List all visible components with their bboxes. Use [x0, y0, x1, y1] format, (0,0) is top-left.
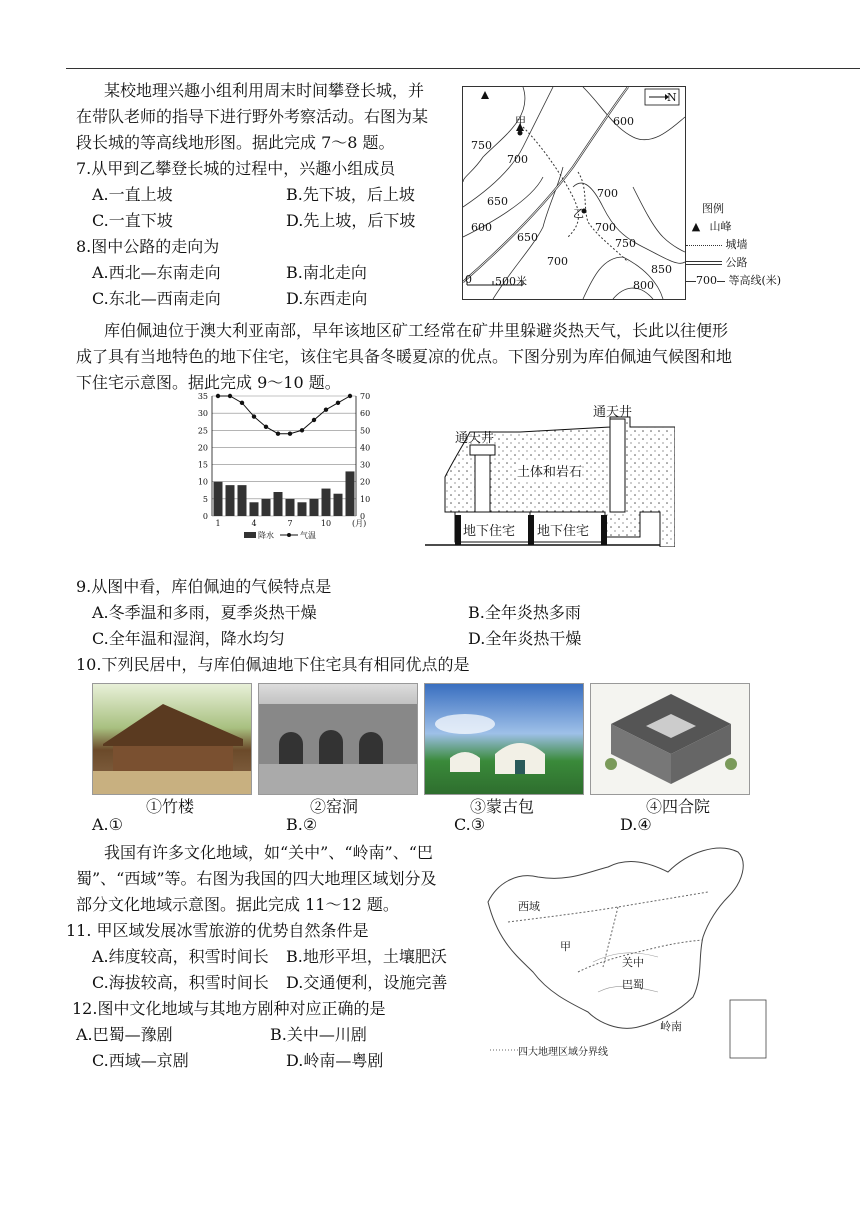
- home-label-left: 地下住宅: [463, 524, 516, 539]
- y-tick-left: 30: [197, 409, 208, 419]
- precip-bar: [334, 494, 343, 516]
- caption-cave: ②窑洞: [310, 797, 359, 816]
- q10-option-b[interactable]: B.②: [286, 815, 318, 834]
- q8-option-b[interactable]: B.南北走向: [286, 263, 367, 282]
- q7-stem: 7.从甲到乙攀登长城的过程中，兴趣小组成员: [76, 159, 396, 178]
- contour-label: 600: [613, 115, 634, 128]
- intro3-line3: 部分文化地域示意图。据此完成 11～12 题。: [76, 895, 399, 914]
- x-tick: 1: [215, 519, 221, 528]
- caption-bamboo: ①竹楼: [146, 797, 195, 816]
- legend-peak: ▲ 山峰: [691, 220, 732, 233]
- y-tick-right: 30: [360, 460, 371, 470]
- well-label-left: 通天井: [455, 431, 495, 446]
- legend-temp-marker: [287, 533, 291, 537]
- legend-precip-swatch: [244, 532, 256, 538]
- q12-option-b[interactable]: B.关中—川剧: [270, 1025, 367, 1044]
- q7-option-c[interactable]: C.一直下坡: [92, 211, 173, 230]
- contour-label: 700: [597, 187, 618, 200]
- precip-bar: [310, 499, 319, 516]
- q8-option-c[interactable]: C.东北—西南走向: [92, 289, 221, 308]
- q11-option-d[interactable]: D.交通便利，设施完善: [286, 973, 448, 992]
- siheyuan-photo: [590, 683, 750, 795]
- contour-map: [462, 86, 686, 300]
- lingnan-label: 岭南: [660, 1020, 682, 1033]
- q7-option-d[interactable]: D.先上坡，后下坡: [286, 211, 416, 230]
- scale-zero: 0: [465, 273, 472, 286]
- legend-wall: 城墙: [686, 236, 781, 254]
- jia-region-label: 甲: [560, 940, 571, 953]
- scale-label: 500米: [495, 275, 527, 288]
- contour-label: 750: [615, 237, 636, 250]
- precip-bar: [274, 492, 283, 516]
- q10-stem: 10.下列民居中，与库伯佩迪地下住宅具有相同优点的是: [76, 655, 470, 674]
- legend-road: 公路: [686, 254, 781, 272]
- temp-point: [264, 425, 268, 429]
- y-tick-left: 35: [197, 392, 208, 401]
- contour-label: 600: [471, 221, 492, 234]
- q12-option-d[interactable]: D.岭南—粤剧: [286, 1051, 384, 1070]
- q12-stem: 12.图中文化地域与其地方剧种对应正确的是: [72, 999, 386, 1018]
- q9-stem: 9.从图中看，库伯佩迪的气候特点是: [76, 577, 332, 596]
- q8-option-d[interactable]: D.东西走向: [286, 289, 368, 308]
- home-label-right: 地下住宅: [537, 524, 590, 539]
- header-rule: [66, 68, 860, 69]
- precip-bar: [214, 482, 223, 516]
- x-tick: 4: [251, 519, 257, 528]
- contour-label: 850: [651, 263, 672, 276]
- legend-precip-label: 降水: [258, 531, 274, 540]
- contour-label: 700: [507, 153, 528, 166]
- precip-bar: [226, 485, 235, 516]
- y-tick-right: 70: [360, 392, 371, 401]
- legend-temp-label: 气温: [300, 531, 316, 540]
- q9-option-a[interactable]: A.冬季温和多雨，夏季炎热干燥: [92, 603, 317, 622]
- x-unit: (月): [352, 519, 367, 528]
- y-tick-right: 10: [360, 494, 371, 504]
- caption-yurt: ③蒙古包: [470, 797, 535, 816]
- cave-dwelling-photo: [258, 683, 418, 795]
- y-tick-right: 40: [360, 443, 371, 453]
- q11-option-a[interactable]: A.纬度较高，积雪时间长: [92, 947, 269, 966]
- precip-bar: [262, 499, 271, 516]
- intro1-line2: 在带队老师的指导下进行野外考察活动。右图为某: [76, 107, 429, 126]
- y-tick-left: 25: [197, 426, 208, 436]
- contour-label: 800: [633, 279, 654, 292]
- soil-label: 土体和岩石: [517, 461, 582, 480]
- precip-bar: [238, 485, 247, 516]
- q8-stem: 8.图中公路的走向为: [76, 237, 220, 256]
- precip-bar: [250, 502, 259, 516]
- y-tick-left: 0: [202, 512, 208, 521]
- precip-bar: [346, 471, 355, 516]
- intro2-line3: 下住宅示意图。据此完成 9～10 题。: [76, 373, 341, 392]
- q11-option-b[interactable]: B.地形平坦，土壤肥沃: [286, 947, 447, 966]
- intro2-line2: 成了具有当地特色的地下住宅，该住宅具备冬暖夏凉的优点。下图分别为库伯佩迪气候图和地: [76, 347, 733, 366]
- contour-legend: [686, 200, 781, 290]
- y-tick-right: 60: [360, 409, 371, 419]
- q10-option-a[interactable]: A.①: [92, 815, 123, 834]
- temp-point: [240, 401, 244, 405]
- y-tick-right: 20: [360, 477, 371, 487]
- temp-point: [348, 394, 352, 398]
- q7-option-b[interactable]: B.先下坡，后上坡: [286, 185, 415, 204]
- temp-point: [312, 418, 316, 422]
- temp-point: [228, 394, 232, 398]
- guanzhong-label: 关中: [622, 956, 644, 969]
- temp-point: [288, 432, 292, 436]
- region-boundary-legend: 四大地理区域分界线: [518, 1047, 608, 1058]
- y-tick-left: 5: [202, 494, 208, 504]
- intro3-line2: 蜀”、“西域”等。右图为我国的四大地理区域划分及: [76, 869, 437, 888]
- contour-label: 700: [547, 255, 568, 268]
- temp-point: [216, 394, 220, 398]
- china-region-map: [478, 842, 778, 1060]
- contour-label: 650: [487, 195, 508, 208]
- intro3-line1: 我国有许多文化地域，如“关中”、“岭南”、“巴: [104, 843, 433, 862]
- well-label-right: 通天井: [593, 405, 633, 420]
- q12-option-c[interactable]: C.西域—京剧: [92, 1051, 189, 1070]
- y-tick-left: 15: [197, 460, 208, 470]
- caption-siheyuan: ④四合院: [646, 797, 711, 816]
- q11-option-c[interactable]: C.海拔较高，积雪时间长: [92, 973, 269, 992]
- q9-option-d[interactable]: D.全年炎热干燥: [468, 629, 582, 648]
- temp-point: [300, 428, 304, 432]
- yurt-photo: [424, 683, 584, 795]
- temp-point: [276, 432, 280, 436]
- precip-bar: [322, 489, 331, 516]
- legend-title: 图例: [702, 202, 724, 215]
- y-tick-left: 20: [197, 443, 208, 453]
- xiyu-label: 西域: [518, 900, 540, 913]
- q9-option-c[interactable]: C.全年温和湿润，降水均匀: [92, 629, 285, 648]
- q8-option-a[interactable]: A.西北—东南走向: [92, 263, 221, 282]
- intro2-line1: 库伯佩迪位于澳大利亚南部，早年该地区矿工经常在矿井里躲避炎热天气，长此以往便形: [104, 321, 729, 340]
- underground-house-diagram: [425, 397, 675, 547]
- y-tick-right: 0: [360, 512, 366, 521]
- intro1-line1: 某校地理兴趣小组利用周末时间攀登长城，并: [104, 81, 425, 100]
- intro1-line3: 段长城的等高线地形图。据此完成 7～8 题。: [76, 133, 395, 152]
- temp-point: [252, 414, 256, 418]
- contour-label: 750: [471, 139, 492, 152]
- x-tick: 7: [287, 519, 293, 528]
- q10-option-c[interactable]: C.③: [454, 815, 486, 834]
- yi-label: 乙: [573, 207, 584, 220]
- y-tick-left: 10: [197, 477, 208, 487]
- temp-point: [324, 408, 328, 412]
- bashu-label: 巴蜀: [622, 978, 644, 991]
- q7-option-a[interactable]: A.一直上坡: [92, 185, 173, 204]
- contour-label: 650: [517, 231, 538, 244]
- y-tick-right: 50: [360, 426, 371, 436]
- q10-option-d[interactable]: D.④: [620, 815, 652, 834]
- temp-line: [218, 396, 350, 434]
- q11-stem: 11. 甲区域发展冰雪旅游的优势自然条件是: [66, 921, 369, 940]
- temp-point: [336, 401, 340, 405]
- jia-label: 甲: [515, 115, 526, 128]
- q9-option-b[interactable]: B.全年炎热多雨: [468, 603, 581, 622]
- x-tick: 10: [320, 519, 332, 528]
- precip-bar: [286, 499, 295, 516]
- legend-contour: 700 等高线(米): [686, 272, 781, 290]
- q12-option-a[interactable]: A.巴蜀—豫剧: [76, 1025, 173, 1044]
- bamboo-house-photo: [92, 683, 252, 795]
- north-label: N: [667, 91, 677, 104]
- contour-label: 700: [595, 221, 616, 234]
- precip-bar: [298, 502, 307, 516]
- climate-chart: [188, 390, 388, 545]
